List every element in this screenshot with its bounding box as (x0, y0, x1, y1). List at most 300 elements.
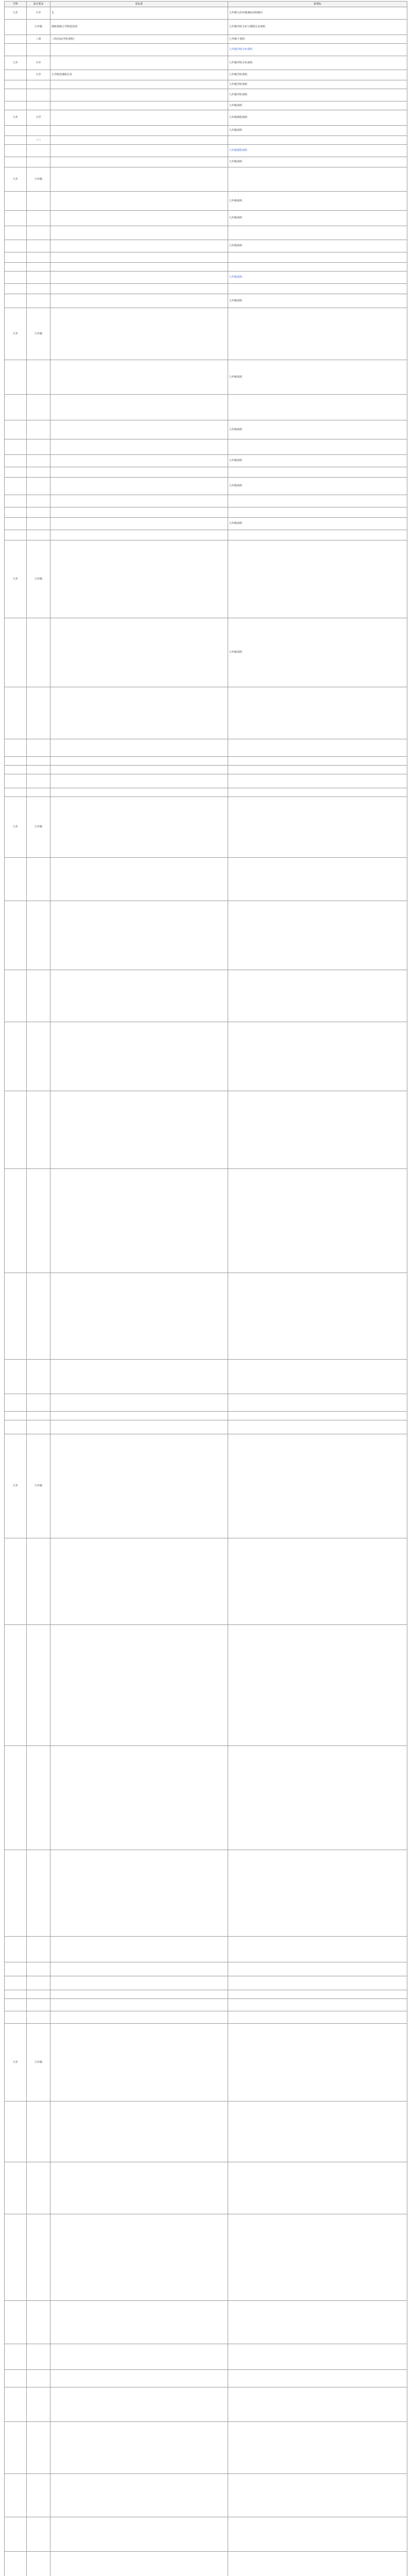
cell-subject (5, 211, 27, 226)
cell-requirement (27, 687, 50, 739)
cell-old-standard (50, 157, 228, 167)
cell-requirement (27, 901, 50, 970)
cell-subject (5, 360, 27, 395)
cell-requirement (27, 467, 50, 478)
table-row (5, 126, 407, 136)
table-row (5, 2387, 407, 2422)
cell-new-standard: 九年级说明 (228, 420, 407, 439)
cell-old-standard (50, 101, 228, 110)
cell-old-standard (50, 360, 228, 395)
cell-new-standard (228, 2301, 407, 2344)
cell-old-standard (50, 2344, 228, 2370)
cell-requirement (27, 2214, 50, 2301)
cell-new-standard (228, 2552, 407, 2576)
cell-new-standard (228, 495, 407, 507)
table-row (5, 530, 407, 540)
header-requirement: 基本要求 (27, 2, 50, 7)
cell-requirement: 九年级 (27, 2024, 50, 2102)
table-row (5, 136, 407, 145)
cell-old-standard (50, 1999, 228, 2011)
cell-requirement (27, 2552, 50, 2576)
cell-old-standard (50, 44, 228, 56)
table-row (5, 1360, 407, 1394)
cell-old-standard (50, 901, 228, 970)
cell-requirement (27, 2344, 50, 2370)
cell-requirement (27, 1412, 50, 1420)
cell-requirement (27, 1169, 50, 1273)
table-row (5, 1420, 407, 1434)
table-row (5, 80, 407, 89)
header-old-standard: 原标准 (50, 2, 228, 7)
cell-old-standard (50, 1434, 228, 1538)
cell-new-standard (228, 1022, 407, 1091)
cell-new-standard (228, 1420, 407, 1434)
cell-requirement (27, 1962, 50, 1976)
cell-new-standard (228, 1850, 407, 1937)
cell-old-standard (50, 263, 228, 272)
table-row (5, 1937, 407, 1962)
table-row (5, 518, 407, 530)
table-row (5, 788, 407, 797)
cell-old-standard (50, 739, 228, 757)
cell-old-standard (50, 2517, 228, 2552)
cell-subject (5, 2517, 27, 2552)
cell-subject (5, 35, 27, 44)
header-subject: 学科 (5, 2, 27, 7)
cell-subject (5, 2344, 27, 2370)
cell-requirement: 九年级 (27, 1434, 50, 1538)
table-row (5, 2301, 407, 2344)
cell-subject (5, 1091, 27, 1169)
cell-subject (5, 2214, 27, 2301)
table-row (5, 211, 407, 226)
cell-new-standard (228, 1394, 407, 1412)
cell-old-standard (50, 2552, 228, 2576)
cell-old-standard: 熟练掌握小学阶段范围 (50, 20, 228, 35)
cell-new-standard (228, 687, 407, 739)
cell-new-standard (228, 2387, 407, 2422)
cell-subject (5, 294, 27, 308)
cell-subject (5, 530, 27, 540)
cell-new-standard: 九年级说明 (228, 360, 407, 395)
cell-new-standard (228, 757, 407, 766)
cell-new-standard: 九年级说明 (228, 478, 407, 495)
cell-new-standard: 九年级说明 (228, 618, 407, 687)
table-row (5, 970, 407, 1022)
cell-new-standard (228, 766, 407, 774)
table-row (5, 44, 407, 56)
cell-requirement (27, 774, 50, 788)
table-row (5, 192, 407, 211)
cell-old-standard (50, 136, 228, 145)
cell-subject: 九年 (5, 167, 27, 192)
table-row (5, 1022, 407, 1091)
cell-requirement (27, 2102, 50, 2162)
cell-subject (5, 136, 27, 145)
table-row (5, 1394, 407, 1412)
cell-requirement (27, 126, 50, 136)
table-row (5, 395, 407, 420)
cell-old-standard (50, 1394, 228, 1412)
cell-requirement (27, 395, 50, 420)
table-row (5, 110, 407, 126)
cell-new-standard (228, 2011, 407, 2024)
table-row (5, 240, 407, 252)
cell-subject (5, 2102, 27, 2162)
cell-new-standard (228, 739, 407, 757)
cell-subject (5, 2552, 27, 2576)
cell-requirement (27, 739, 50, 757)
cell-subject (5, 252, 27, 263)
table-row (5, 56, 407, 70)
cell-requirement (27, 1937, 50, 1962)
cell-old-standard (50, 766, 228, 774)
cell-subject (5, 1169, 27, 1273)
cell-old-standard (50, 1169, 228, 1273)
cell-old-standard (50, 507, 228, 518)
cell-new-standard (228, 1999, 407, 2011)
cell-old-standard (50, 970, 228, 1022)
cell-new-standard: 九年级说明 (228, 294, 407, 308)
curriculum-comparison-table (4, 1, 407, 2576)
cell-new-standard (228, 1434, 407, 1538)
cell-old-standard (50, 56, 228, 70)
cell-old-standard (50, 1962, 228, 1976)
cell-requirement: 三三 (27, 136, 50, 145)
table-row (5, 272, 407, 284)
cell-requirement (27, 970, 50, 1022)
cell-new-standard (228, 284, 407, 294)
cell-requirement (27, 2370, 50, 2387)
cell-new-standard: 九年级学时说明 (228, 70, 407, 80)
cell-requirement: 九年级 (27, 540, 50, 618)
cell-requirement (27, 2517, 50, 2552)
table-row (5, 739, 407, 757)
cell-subject (5, 1273, 27, 1360)
cell-requirement (27, 507, 50, 518)
cell-new-standard (228, 774, 407, 788)
cell-subject: 九年 (5, 2024, 27, 2102)
table-row (5, 420, 407, 439)
cell-new-standard (228, 136, 407, 145)
table-row (5, 1962, 407, 1976)
cell-old-standard (50, 797, 228, 858)
cell-new-standard: 九年级课程说明 (228, 145, 407, 157)
cell-new-standard (228, 788, 407, 797)
cell-old-standard: 三周目标(学时说明) (50, 35, 228, 44)
cell-new-standard (228, 2162, 407, 2214)
cell-requirement (27, 757, 50, 766)
table-row (5, 2162, 407, 2214)
cell-old-standard (50, 1937, 228, 1962)
cell-old-standard (50, 1022, 228, 1091)
cell-new-standard: 九年级说明 (228, 272, 407, 284)
cell-new-standard: 九年级说明 (228, 126, 407, 136)
table-row (5, 901, 407, 970)
cell-subject (5, 1625, 27, 1746)
cell-old-standard (50, 294, 228, 308)
table-row (5, 1625, 407, 1746)
cell-requirement (27, 211, 50, 226)
cell-subject (5, 101, 27, 110)
cell-new-standard (228, 540, 407, 618)
cell-requirement (27, 1746, 50, 1850)
cell-new-standard: 九年级学时说明 (228, 89, 407, 101)
cell-requirement (27, 80, 50, 89)
cell-new-standard (228, 1937, 407, 1962)
cell-old-standard (50, 439, 228, 455)
cell-requirement (27, 788, 50, 797)
cell-new-standard: 九年级说明 (228, 455, 407, 467)
cell-subject (5, 89, 27, 101)
cell-old-standard (50, 540, 228, 618)
cell-subject (5, 1420, 27, 1434)
table-row (5, 478, 407, 495)
cell-old-standard (50, 272, 228, 284)
cell-subject (5, 901, 27, 970)
cell-old-standard (50, 2422, 228, 2474)
cell-old-standard (50, 1976, 228, 1990)
cell-new-standard (228, 1538, 407, 1625)
table-row (5, 360, 407, 395)
header-new-standard: 新课标 (228, 2, 407, 7)
cell-new-standard: 九年级说明 (228, 157, 407, 167)
cell-new-standard: 九年级课程说明 (228, 110, 407, 126)
cell-requirement (27, 1625, 50, 1746)
cell-new-standard (228, 467, 407, 478)
table-row (5, 1273, 407, 1360)
cell-requirement (27, 360, 50, 395)
cell-new-standard (228, 1091, 407, 1169)
cell-old-standard (50, 395, 228, 420)
cell-subject (5, 2422, 27, 2474)
cell-requirement (27, 1999, 50, 2011)
cell-requirement: 九年级 (27, 167, 50, 192)
cell-new-standard: 九年级与高年级课标对照统计 (228, 7, 407, 20)
cell-new-standard: 九年级说明 (228, 192, 407, 211)
cell-requirement (27, 2162, 50, 2214)
cell-subject (5, 478, 27, 495)
table-row (5, 2422, 407, 2474)
cell-requirement (27, 518, 50, 530)
cell-old-standard (50, 2024, 228, 2102)
table-row (5, 263, 407, 272)
cell-old-standard (50, 1273, 228, 1360)
cell-requirement (27, 1394, 50, 1412)
cell-new-standard (228, 1273, 407, 1360)
cell-requirement (27, 2301, 50, 2344)
cell-subject (5, 2011, 27, 2024)
cell-requirement: 九年 (27, 7, 50, 20)
table-row (5, 145, 407, 157)
table-row (5, 252, 407, 263)
cell-requirement (27, 1990, 50, 1999)
cell-requirement: 小学 (27, 70, 50, 80)
cell-requirement: 九年级 (27, 20, 50, 35)
cell-requirement: 九年 (27, 56, 50, 70)
cell-old-standard (50, 252, 228, 263)
cell-old-standard (50, 518, 228, 530)
table-row (5, 687, 407, 739)
table-row (5, 1990, 407, 1999)
cell-subject (5, 1850, 27, 1937)
cell-subject (5, 495, 27, 507)
table-row (5, 467, 407, 478)
cell-new-standard (228, 2344, 407, 2370)
cell-new-standard (228, 2024, 407, 2102)
cell-requirement (27, 1538, 50, 1625)
cell-old-standard (50, 1538, 228, 1625)
cell-requirement (27, 89, 50, 101)
cell-requirement: 小学 (27, 110, 50, 126)
cell-old-standard (50, 2370, 228, 2387)
cell-requirement (27, 420, 50, 439)
cell-subject (5, 1990, 27, 1999)
table-row (5, 1434, 407, 1538)
cell-subject (5, 1022, 27, 1091)
cell-old-standard (50, 211, 228, 226)
cell-subject (5, 788, 27, 797)
cell-requirement (27, 2422, 50, 2474)
cell-requirement (27, 1360, 50, 1394)
cell-new-standard (228, 2474, 407, 2517)
cell-requirement (27, 192, 50, 211)
cell-subject: 九年 (5, 797, 27, 858)
table-row (5, 2214, 407, 2301)
table-row (5, 1999, 407, 2011)
cell-old-standard (50, 2214, 228, 2301)
cell-new-standard (228, 1962, 407, 1976)
cell-old-standard (50, 2301, 228, 2344)
cell-subject: 九年 (5, 110, 27, 126)
table-row (5, 1091, 407, 1169)
cell-old-standard (50, 240, 228, 252)
table-header-row (5, 2, 407, 7)
table-row (5, 1850, 407, 1937)
cell-requirement (27, 1091, 50, 1169)
cell-old-standard (50, 1412, 228, 1420)
cell-subject (5, 70, 27, 80)
cell-requirement (27, 1420, 50, 1434)
cell-subject (5, 395, 27, 420)
table-row (5, 495, 407, 507)
table-row (5, 1976, 407, 1990)
table-row (5, 284, 407, 294)
table-row (5, 1169, 407, 1273)
table-row (5, 167, 407, 192)
cell-subject (5, 192, 27, 211)
cell-subject (5, 226, 27, 240)
cell-subject (5, 518, 27, 530)
cell-subject (5, 467, 27, 478)
cell-old-standard (50, 788, 228, 797)
cell-old-standard (50, 420, 228, 439)
cell-old-standard (50, 1091, 228, 1169)
table-row (5, 2011, 407, 2024)
cell-requirement (27, 1976, 50, 1990)
cell-new-standard (228, 2214, 407, 2301)
table-row (5, 618, 407, 687)
cell-requirement (27, 495, 50, 507)
cell-old-standard (50, 495, 228, 507)
cell-requirement (27, 1022, 50, 1091)
cell-new-standard (228, 1976, 407, 1990)
cell-new-standard (228, 1746, 407, 1850)
cell-requirement (27, 294, 50, 308)
cell-subject (5, 420, 27, 439)
cell-old-standard (50, 126, 228, 136)
cell-subject (5, 2474, 27, 2517)
cell-requirement: 九年级 (27, 797, 50, 858)
cell-new-standard (228, 901, 407, 970)
cell-old-standard (50, 226, 228, 240)
cell-subject (5, 272, 27, 284)
cell-old-standard: 无 (50, 7, 228, 20)
cell-subject (5, 1538, 27, 1625)
cell-subject: 九年 (5, 540, 27, 618)
cell-new-standard (228, 970, 407, 1022)
cell-requirement (27, 618, 50, 687)
cell-new-standard (228, 2422, 407, 2474)
cell-old-standard (50, 2387, 228, 2422)
table-row (5, 2517, 407, 2552)
cell-new-standard (228, 1990, 407, 1999)
cell-subject (5, 970, 27, 1022)
cell-subject (5, 157, 27, 167)
cell-subject (5, 1394, 27, 1412)
cell-subject (5, 284, 27, 294)
table-row (5, 294, 407, 308)
cell-subject (5, 507, 27, 518)
cell-new-standard: 九年级学时说明 (228, 80, 407, 89)
table-row (5, 540, 407, 618)
cell-subject: 九年 (5, 308, 27, 360)
table-row (5, 89, 407, 101)
cell-old-standard (50, 145, 228, 157)
table-row (5, 70, 407, 80)
cell-new-standard: 九年级说明 (228, 518, 407, 530)
cell-old-standard (50, 2011, 228, 2024)
cell-subject (5, 1412, 27, 1420)
cell-new-standard (228, 797, 407, 858)
cell-subject (5, 1999, 27, 2011)
cell-new-standard (228, 395, 407, 420)
cell-requirement (27, 284, 50, 294)
cell-old-standard (50, 455, 228, 467)
cell-subject (5, 145, 27, 157)
cell-old-standard (50, 757, 228, 766)
cell-requirement: 三周 (27, 35, 50, 44)
cell-old-standard (50, 2474, 228, 2517)
cell-new-standard (228, 226, 407, 240)
cell-subject (5, 1937, 27, 1962)
cell-requirement (27, 766, 50, 774)
cell-subject (5, 1962, 27, 1976)
table-row (5, 757, 407, 766)
table-row (5, 308, 407, 360)
table-row (5, 157, 407, 167)
table-row (5, 1412, 407, 1420)
cell-old-standard (50, 1360, 228, 1394)
cell-new-standard (228, 308, 407, 360)
cell-requirement (27, 455, 50, 467)
cell-new-standard (228, 2517, 407, 2552)
cell-old-standard (50, 1746, 228, 1850)
cell-new-standard: 九年级说明 (228, 211, 407, 226)
table-body (5, 7, 407, 2576)
cell-subject (5, 439, 27, 455)
cell-subject (5, 44, 27, 56)
